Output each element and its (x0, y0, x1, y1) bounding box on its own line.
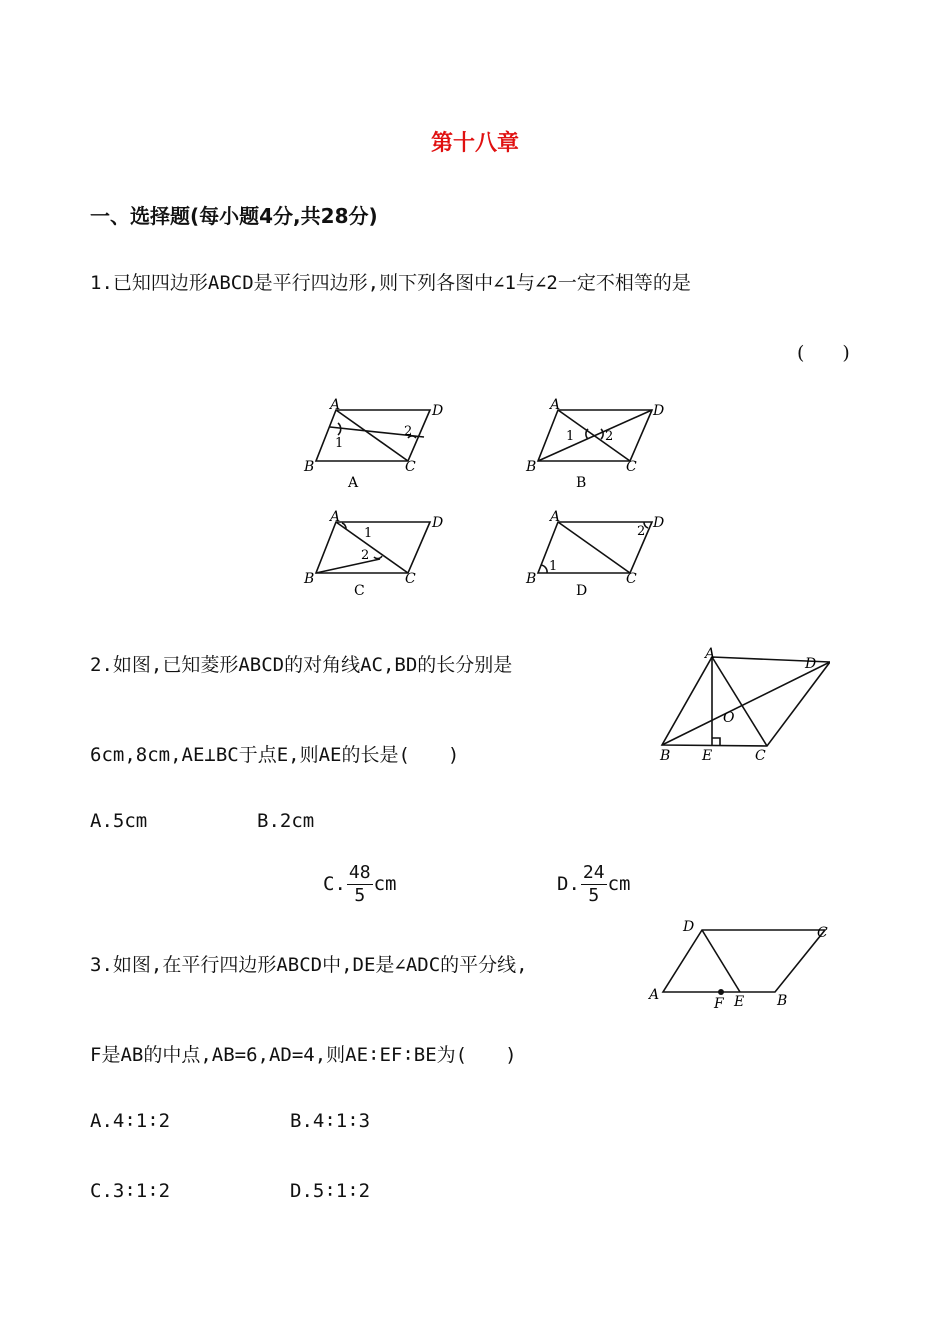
segment-c (316, 559, 380, 573)
vertex-a-label: A (649, 987, 660, 1003)
q3-option-b[interactable]: B.4∶1∶3 (290, 1110, 371, 1132)
angle-arc-2-c (374, 556, 382, 559)
section-heading: 一、选择题(每小题4分,共28分) (90, 204, 378, 228)
figure-caption-b: B (576, 475, 587, 491)
point-e-label: E (702, 748, 713, 764)
q2-rhombus-figure (650, 640, 830, 770)
vertex-c-label: C (626, 571, 637, 587)
fraction-denominator: 5 (588, 885, 600, 906)
diagonal-ac-a (336, 410, 408, 461)
q1-figure-c (316, 522, 430, 573)
vertex-c-label: C (755, 748, 766, 764)
angle-2-label: 2 (361, 548, 370, 563)
q2-option-b[interactable]: B.2cm (257, 810, 315, 832)
figure-caption-d: D (576, 583, 588, 599)
point-o-label: O (723, 710, 735, 726)
angle-2-label: 2 (637, 524, 646, 539)
option-unit: cm (373, 873, 397, 895)
q2-text-line2: 6cm,8cm,AE⊥BC于点E,则AE的长是( ) (90, 744, 460, 766)
vertex-d-label: D (653, 515, 665, 531)
vertex-a-label: A (550, 509, 561, 525)
option-prefix: C. (323, 873, 346, 895)
option-prefix: D. (557, 873, 580, 895)
vertex-b-label: B (526, 459, 537, 475)
diagonal-bd (662, 662, 830, 745)
vertex-d-label: D (432, 515, 444, 531)
vertex-b-label: B (526, 571, 537, 587)
option-unit: cm (607, 873, 631, 895)
vertex-c-label: C (626, 459, 637, 475)
chapter-title: 第十八章 (430, 130, 519, 156)
q2-option-a[interactable]: A.5cm (90, 810, 148, 832)
angle-2-label: 2 (605, 429, 614, 444)
vertex-b-label: B (304, 459, 315, 475)
angle-1-label: 1 (549, 559, 558, 574)
angle-1-label: 1 (335, 436, 344, 451)
vertex-d-label: D (805, 656, 817, 672)
fraction-denominator: 5 (354, 885, 366, 906)
vertex-a-label: A (330, 397, 341, 413)
bisector-de (702, 930, 740, 992)
angle-2-label: 2 (404, 424, 413, 439)
vertex-d-label: D (432, 403, 444, 419)
point-e-label: E (734, 994, 745, 1010)
fraction (347, 864, 373, 905)
q1-text: 1.已知四边形ABCD是平行四边形,则下列各图中∠1与∠2一定不相等的是 (90, 272, 691, 294)
vertex-a-label: A (705, 646, 716, 662)
vertex-b-label: B (777, 993, 788, 1009)
point-f-label: F (714, 996, 724, 1012)
q3-text-line2: F是AB的中点,AB=6,AD=4,则AE∶EF∶BE为( ) (90, 1044, 517, 1066)
angle-1-label: 1 (566, 429, 575, 444)
vertex-a-label: A (330, 509, 341, 525)
vertex-c-label: C (817, 925, 828, 941)
fraction (581, 864, 607, 905)
q1-answer-paren: ( ) (797, 342, 850, 364)
angle-arc-1-b (586, 429, 588, 439)
vertex-d-label: D (653, 403, 665, 419)
q2-option-c[interactable] (323, 864, 396, 905)
vertex-a-label: A (550, 397, 561, 413)
q1-figures (300, 395, 680, 605)
q3-option-c[interactable]: C.3∶1∶2 (90, 1180, 171, 1202)
q1-figure-a (316, 410, 430, 461)
q3-option-a[interactable]: A.4∶1∶2 (90, 1110, 171, 1132)
diagonal-ac-d (558, 522, 630, 573)
midpoint-f-dot (718, 989, 724, 995)
q3-option-d[interactable]: D.5∶1∶2 (290, 1180, 371, 1202)
vertex-b-label: B (660, 748, 671, 764)
vertex-c-label: C (405, 571, 416, 587)
fraction-numerator: 48 (348, 862, 371, 883)
angle-arc-1-a (338, 423, 341, 435)
q3-parallelogram-figure (645, 915, 835, 1015)
vertex-c-label: C (405, 459, 416, 475)
parallelogram-abcd (663, 930, 825, 992)
q3-text-line1: 3.如图,在平行四边形ABCD中,DE是∠ADC的平分线, (90, 954, 528, 976)
fraction-numerator: 24 (582, 862, 605, 883)
vertex-b-label: B (304, 571, 315, 587)
diagonal-ac (712, 657, 767, 746)
angle-arc-1-d (541, 565, 547, 573)
angle-arc-2-b (601, 429, 603, 439)
angle-1-label: 1 (364, 526, 373, 541)
q2-text-line1: 2.如图,已知菱形ABCD的对角线AC,BD的长分别是 (90, 654, 513, 676)
q1-figure-b (538, 410, 652, 461)
q2-option-d[interactable] (557, 864, 630, 905)
figure-caption-c: C (354, 583, 365, 599)
figure-caption-a: A (348, 475, 359, 491)
vertex-d-label: D (683, 919, 695, 935)
